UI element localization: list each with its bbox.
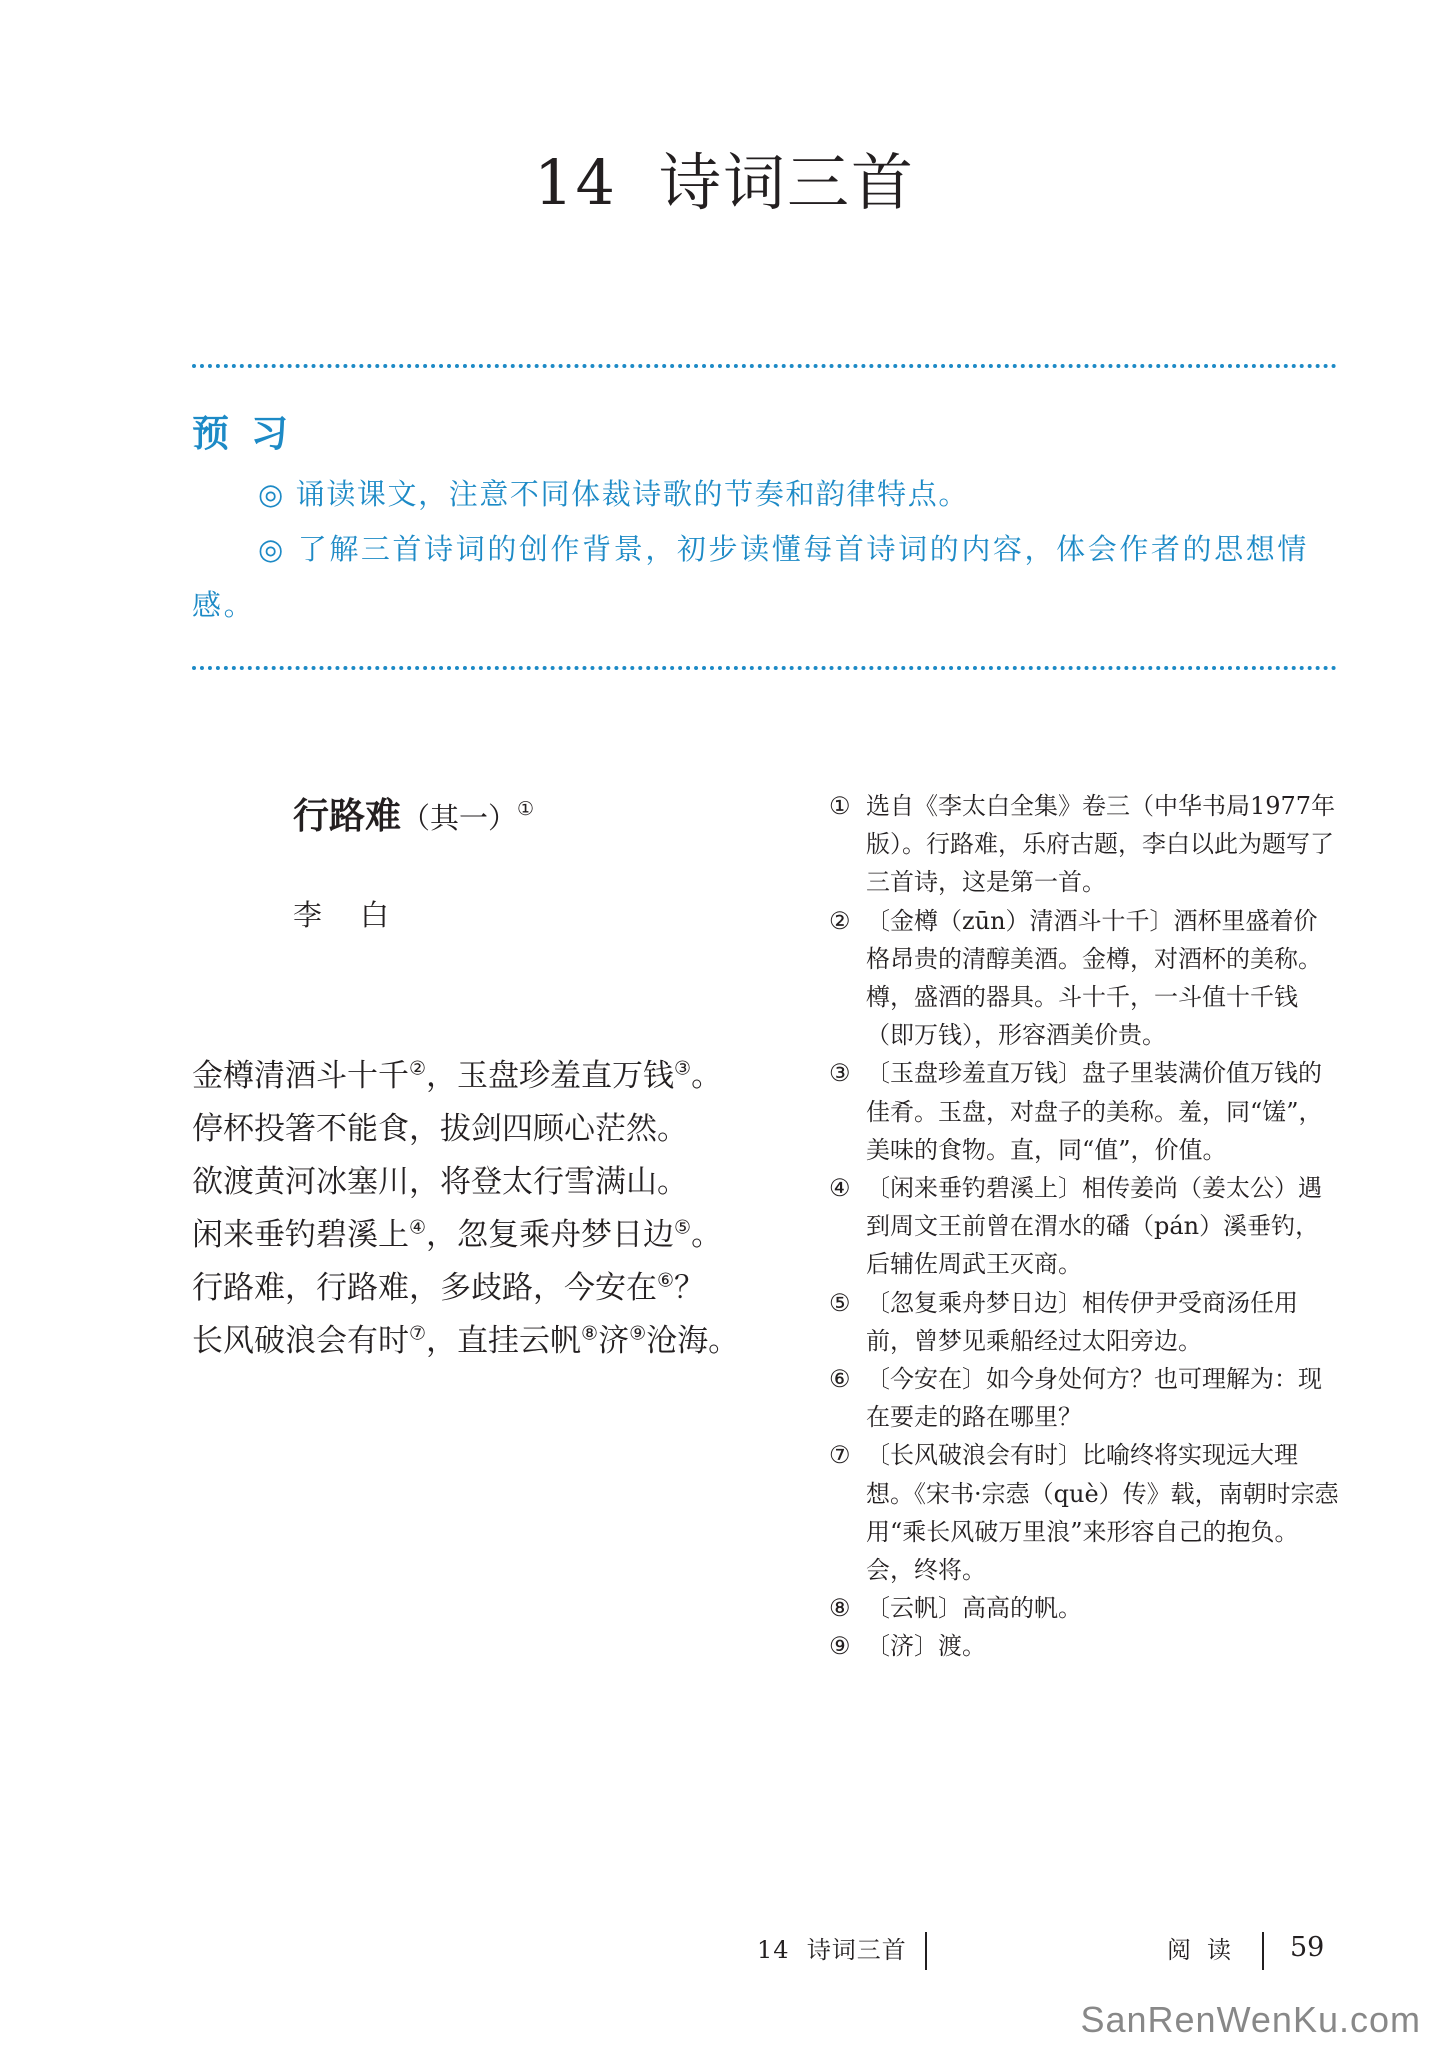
poem-line-text: 。 <box>691 1058 723 1094</box>
footnote <box>829 1360 1339 1436</box>
footnote-text: 〔济〕渡。 <box>866 1632 986 1661</box>
footer-lesson-number: 14 <box>757 1936 790 1964</box>
footnote <box>829 1169 1339 1284</box>
poem-line <box>192 1315 739 1368</box>
footnote-mark: ⑤ <box>674 1216 692 1239</box>
footnote-number: ⑥ <box>829 1365 851 1394</box>
footer-lesson-title <box>757 1932 907 1968</box>
poem-line-text: 行路难，行路难，多歧路，今安在 <box>192 1270 657 1306</box>
footnote <box>829 1436 1339 1589</box>
footnote <box>829 1589 1339 1627</box>
footnote-text: 〔玉盘珍羞直万钱〕盘子里装满价值万钱的佳肴。玉盘，对盘子的美称。羞，同“馐”，美味的食物。直，同“值”，价值。 <box>866 1059 1323 1164</box>
footnote-mark: ⑨ <box>629 1322 647 1345</box>
poem-line-text: 长风破浪会有时 <box>192 1323 409 1359</box>
footer-lesson-name: 诗词三首 <box>806 1936 907 1964</box>
footnote-mark: ③ <box>674 1057 692 1080</box>
footnote-number: ③ <box>829 1059 851 1088</box>
footnote <box>829 1054 1339 1169</box>
footnote-mark: ⑧ <box>581 1322 599 1345</box>
footnote-text: 〔闲来垂钓碧溪上〕相传姜尚（姜太公）遇到周文王前曾在渭水的磻（pán）溪垂钓，后辅佐周武王灭商。 <box>866 1174 1322 1279</box>
poem-line-text: ，忽复乘舟梦日边 <box>426 1217 675 1253</box>
poem-line-text: ，玉盘珍羞直万钱 <box>426 1058 675 1094</box>
footnote-mark: ⑥ <box>657 1269 675 1292</box>
preview-heading: 预习 <box>192 411 310 455</box>
footnote-text: 〔云帆〕高高的帆。 <box>866 1594 1082 1623</box>
footer-divider <box>925 1932 927 1970</box>
footnote-text: 〔忽复乘舟梦日边〕相传伊尹受商汤任用前，曾梦见乘船经过太阳旁边。 <box>866 1288 1298 1355</box>
footnote <box>829 1627 1339 1665</box>
footnote-mark: ④ <box>409 1216 427 1239</box>
footnote-number: ⑨ <box>829 1632 851 1661</box>
poem-line-text: ？ <box>674 1270 706 1306</box>
poem-line-text: ，直挂云帆 <box>426 1323 582 1359</box>
footnote-mark: ⑦ <box>409 1322 427 1345</box>
footnote-text: 〔长风破浪会有时〕比喻终将实现远大理想。《宋书·宗悫（què）传》载，南朝时宗悫用“乘长风破万里浪”来形容自己的抱负。会，终将。 <box>866 1441 1339 1585</box>
watermark: SanRenWenKu.com <box>1080 1999 1421 2040</box>
preview-item: ◎ 诵读课文，注意不同体裁诗歌的节奏和韵律特点。 <box>258 477 969 511</box>
poem-line-text: 。 <box>691 1217 723 1253</box>
poem-line <box>192 1050 739 1103</box>
poem-title-text: 行路难 <box>293 795 402 837</box>
page-title <box>0 138 1449 228</box>
footnote-number: ⑧ <box>829 1594 851 1623</box>
footnote-number: ⑦ <box>829 1441 851 1470</box>
footnote-number: ② <box>829 906 851 935</box>
poem-subtitle: （其一） <box>401 801 518 835</box>
poem-line-text: 欲渡黄河冰塞川，将登太行雪满山。 <box>192 1164 688 1200</box>
poem-line-text: 停杯投箸不能食，拔剑四顾心茫然。 <box>192 1111 688 1147</box>
footnote <box>829 787 1339 902</box>
footnote-mark: ① <box>517 798 535 820</box>
poem-line <box>192 1209 739 1262</box>
poem-line <box>192 1156 739 1209</box>
footnote-number: ① <box>829 792 851 820</box>
preview-item: ◎ 了解三首诗词的创作背景，初步读懂每首诗词的内容，体会作者的思想情感。 <box>192 532 1309 622</box>
poem-line-text: 闲来垂钓碧溪上 <box>192 1217 409 1253</box>
poem-line <box>192 1103 739 1156</box>
poem-author: 李白 <box>293 898 428 932</box>
poem-body <box>192 1050 739 1368</box>
footnote <box>829 902 1339 1055</box>
poem-line-text: 济 <box>598 1323 630 1359</box>
lesson-title: 诗词三首 <box>658 146 915 219</box>
poem-line-text: 沧海。 <box>646 1323 740 1359</box>
footer-divider <box>1262 1932 1264 1970</box>
poem-title <box>293 790 534 844</box>
footnote-text: 〔金樽（zūn）清酒斗十千〕酒杯里盛着价格昂贵的清醇美酒。金樽，对酒杯的美称。樽，盛酒的器具。斗十千，一斗值十千钱（即万钱），形容酒美价贵。 <box>866 906 1322 1050</box>
lesson-number: 14 <box>534 146 617 219</box>
poem-line <box>192 1262 739 1315</box>
footer-section: 阅读 <box>1167 1936 1247 1964</box>
poem-line-text: 金樽清酒斗十千 <box>192 1058 409 1094</box>
footnote-number: ⑤ <box>829 1288 851 1317</box>
dotted-divider-top <box>192 364 1337 368</box>
footnote <box>829 1284 1339 1360</box>
footnote-text: 选自《李太白全集》卷三（中华书局1977年版）。行路难，乐府古题，李白以此为题写了三首诗，这是第一首。 <box>866 792 1336 897</box>
footnote-mark: ② <box>409 1057 427 1080</box>
page-number: 59 <box>1290 1932 1325 1963</box>
footnotes <box>829 787 1339 1666</box>
footnote-text: 〔今安在〕如今身处何方？也可理解为：现在要走的路在哪里？ <box>866 1365 1322 1432</box>
footnote-number: ④ <box>829 1174 851 1203</box>
dotted-divider-bottom <box>192 666 1337 670</box>
